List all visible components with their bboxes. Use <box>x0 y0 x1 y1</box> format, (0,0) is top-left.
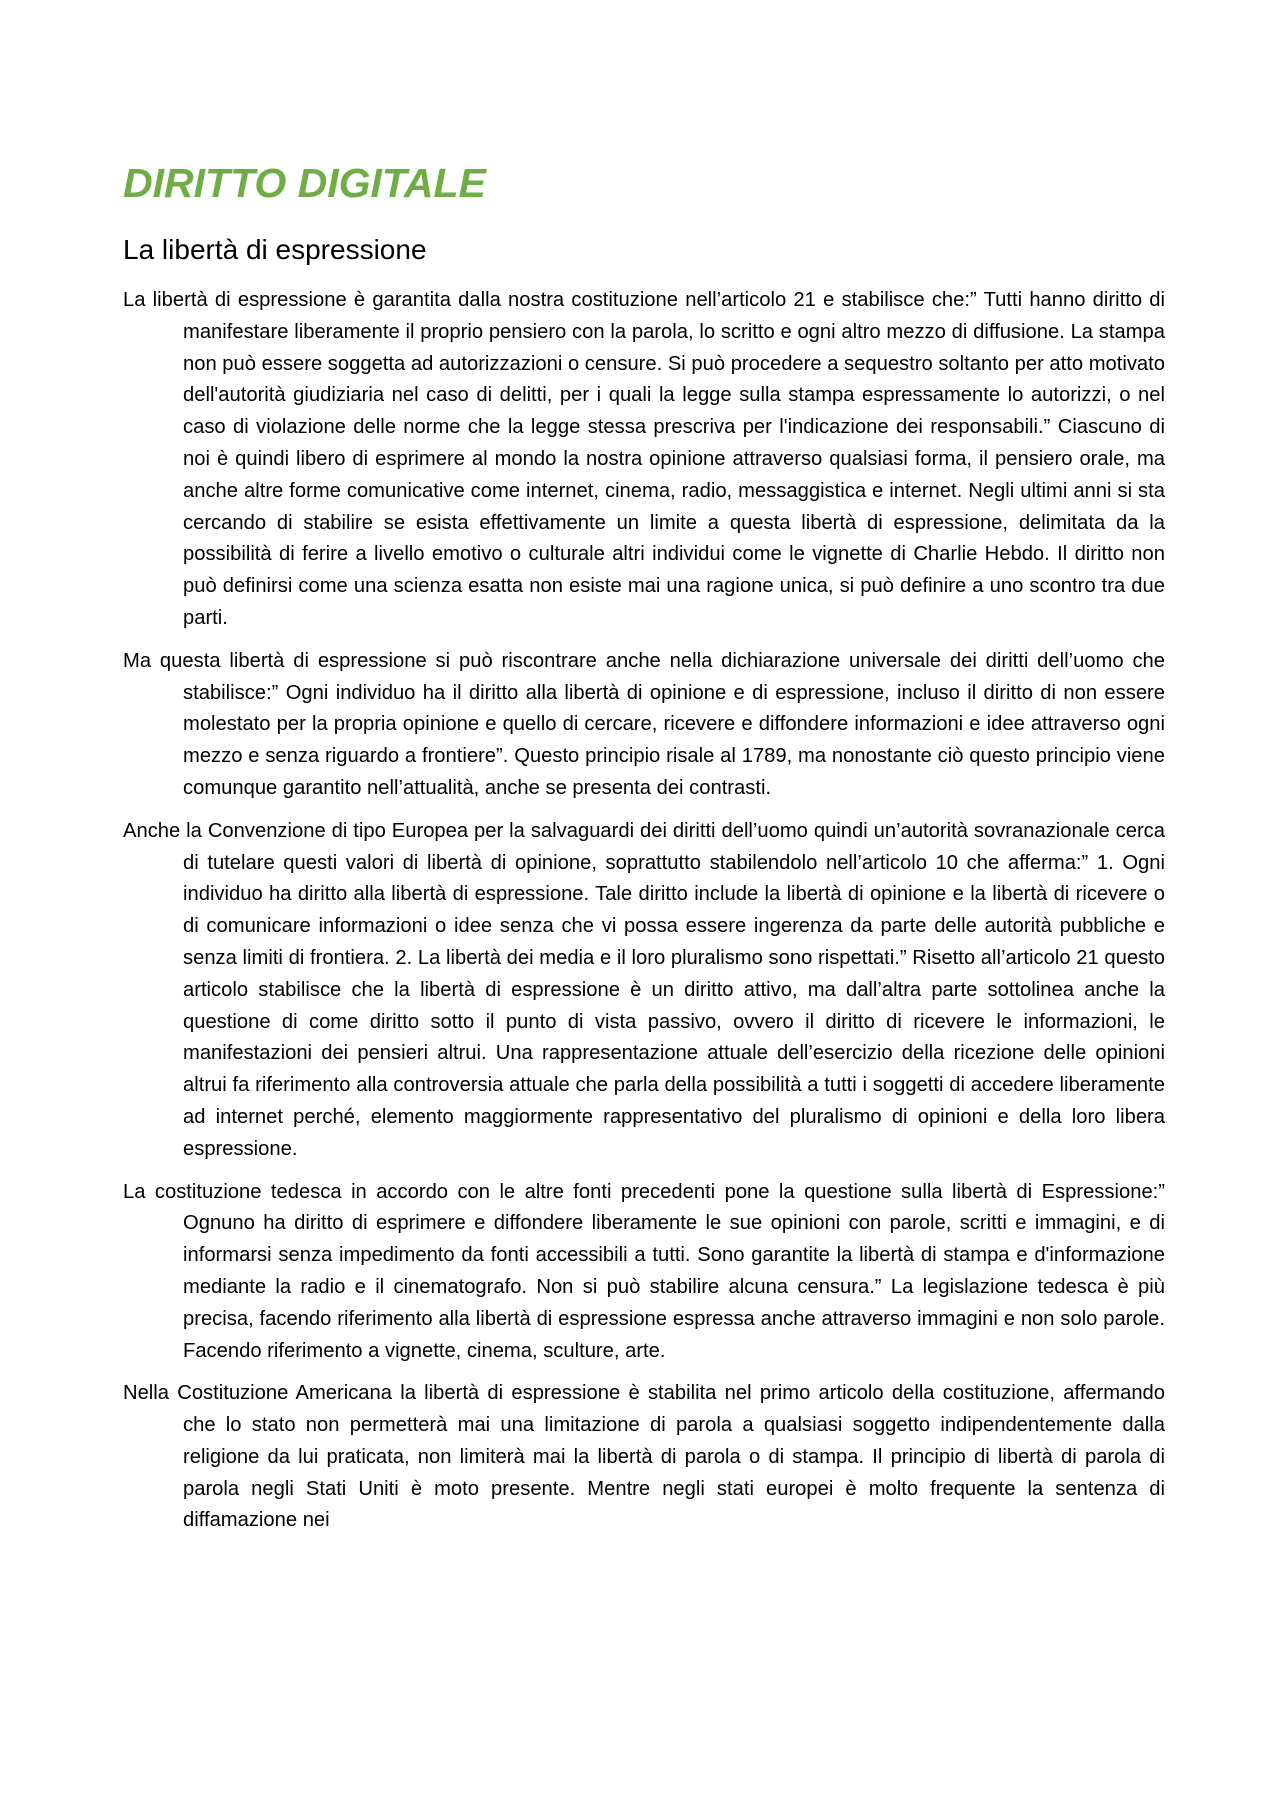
document-body <box>123 285 1165 1537</box>
paragraph-costituzione-tedesca: La costituzione tedesca in accordo con le altre fonti precedenti pone la questione sulla libertà di Espressione:” Ognuno ha diritto di esprimere e diffondere liberamente le sue opinioni con parole, scritti e immagini, e di informarsi senza impedimento da fonti accessibili a tutti. Sono garantite la libertà di stampa e d'informazione mediante la radio e il cinematografo. Non si può stabilire alcuna censura.” La legislazione tedesca è più precisa, facendo riferimento alla libertà di espressione espressa anche attraverso immagini e non solo parole. Facendo riferimento a vignette, cinema, sculture, arte. <box>123 1180 1165 1362</box>
paragraph-costituzione-italiana: La libertà di espressione è garantita dalla nostra costituzione nell’articolo 21 e stabilisce che:” Tutti hanno diritto di manifestare liberamente il proprio pensiero con la parola, lo scritto e ogni altro mezzo di diffusione. La stampa non può essere soggetta ad autorizzazioni o censure. Si può procedere a sequestro soltanto per atto motivato dell'autorità giudiziaria nel caso di delitti, per i quali la legge sulla stampa espressamente lo autorizzi, o nel caso di violazione delle norme che la legge stessa prescriva per l'indicazione dei responsabili.” Ciascuno di noi è quindi libero di esprimere al mondo la nostra opinione attraverso qualsiasi forma, il pensiero orale, ma anche altre forme comunicative come internet, cinema, radio, messaggistica e internet. Negli ultimi anni si sta cercando di stabilire se esista effettivamente un limite a questa libertà di espressione, delimitata da la possibilità di ferire a livello emotivo o culturale altri individui come le vignette di Charlie Hebdo. Il diritto non può definirsi come una scienza esatta non esiste mai una ragione unica, si può definire a uno scontro tra due parti. <box>123 289 1165 629</box>
paragraph-costituzione-americana: Nella Costituzione Americana la libertà di espressione è stabilita nel primo articolo della costituzione, affermando che lo stato non permetterà mai una limitazione di parola a qualsiasi soggetto indipendentemente dalla religione da lui praticata, non limiterà mai la libertà di parola o di stampa. Il principio di libertà di parola di parola negli Stati Uniti è moto presente. Mentre negli stati europei è molto frequente la sentenza di diffamazione nei <box>123 1382 1165 1532</box>
section-title: La libertà di espressione <box>123 234 427 265</box>
paragraph-convenzione-europea: Anche la Convenzione di tipo Europea per la salvaguardi dei diritti dell’uomo quindi un’autorità sovranazionale cerca di tutelare questi valori di libertà di opinione, soprattutto stabilendolo nell’articolo 10 che afferma:” 1. Ogni individuo ha diritto alla libertà di espressione. Tale diritto include la libertà di opinione e la libertà di ricevere o di comunicare informazioni o idee senza che vi possa essere ingerenza da parte delle autorità pubbliche e senza limiti di frontiera. 2. La libertà dei media e il loro pluralismo sono rispettati.” Risetto all’articolo 21 questo articolo stabilisce che la libertà di espressione è un diritto attivo, ma dall’altra parte sottolinea anche la questione di come diritto sotto il punto di vista passivo, ovvero il diritto di ricevere le informazioni, le manifestazioni dei pensieri altrui. Una rappresentazione attuale dell’esercizio della ricezione delle opinioni altrui fa riferimento alla controversia attuale che parla della possibilità a tutti i soggetti di accedere liberamente ad internet perché, elemento maggiormente rappresentativo del pluralismo di opinioni e della loro libera espressione. <box>123 819 1165 1160</box>
document-title: DIRITTO DIGITALE <box>123 160 486 206</box>
paragraph-dichiarazione-universale: Ma questa libertà di espressione si può riscontrare anche nella dichiarazione universale dei diritti dell’uomo che stabilisce:” Ogni individuo ha il diritto alla libertà di opinione e di espressione, incluso il diritto di non essere molestato per la propria opinione e quello di cercare, ricevere e diffondere informazioni e idee attraverso ogni mezzo e senza riguardo a frontiere”. Questo principio risale al 1789, ma nonostante ciò questo principio viene comunque garantito nell’attualità, anche se presenta dei contrasti. <box>123 649 1165 799</box>
document-page <box>123 155 1165 1548</box>
